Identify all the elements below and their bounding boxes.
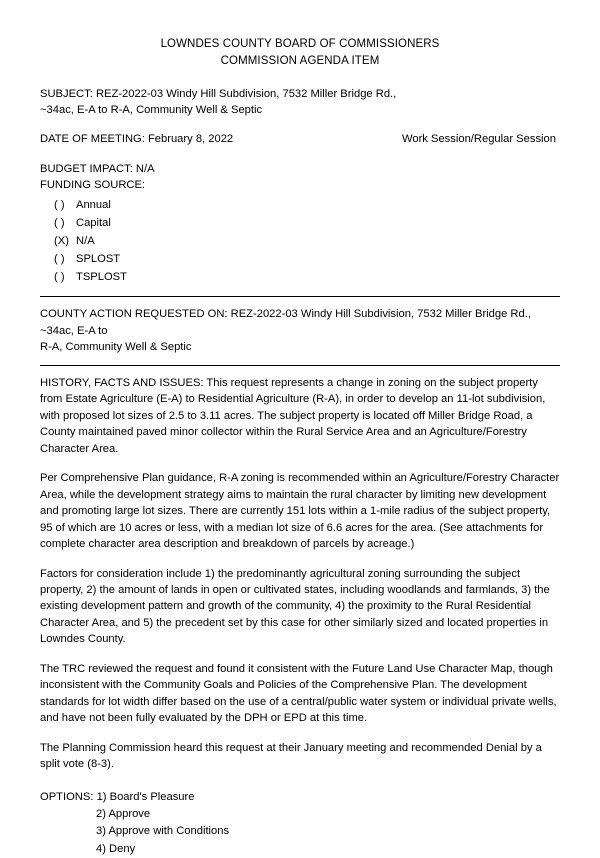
budget-block [40,161,560,286]
subject-line-1: SUBJECT: REZ-2022-03 Windy Hill Subdivision, 7532 Miller Bridge Rd., [40,88,397,101]
divider-top [40,296,560,297]
funding-option-mark: ( ) [54,253,65,266]
subject-block [40,87,560,119]
header-line-1: LOWNDES COUNTY BOARD OF COMMISSIONERS [160,38,440,50]
funding-option-label: TSPLOST [76,271,127,284]
history-block [40,375,560,773]
divider-bottom [40,365,560,366]
history-paragraph: Factors for consideration include 1) the predominantly agricultural zoning surrounding the subject property, 2) the amount of lands in open or cultivated states, including woodlands and farmlands, 3) the existing development pattern and growth of the community, 4) the proximity to the Rural Residential Character Area, and 5) the precedent set by this case for other similarly sized and located properties in Lowndes County. [40,567,550,646]
header-line-2: COMMISSION AGENDA ITEM [220,54,380,67]
history-paragraph: Per Comprehensive Plan guidance, R-A zoning is recommended within an Agriculture/Forestry Character Area, while the development strategy aims to maintain the rural character by limiting new development and promoting large lot sizes. There are currently 151 lots within a 1-mile radius of the subject property, 95 of which are 10 acres or less, with a median lot size of 6.6 acres for the area. (See attachments for complete character area description and breakdown of parcels by acreage.) [40,472,560,551]
funding-option [40,196,560,214]
options-list [40,789,560,858]
options-item: OPTIONS: 1) Board's Pleasure [40,790,195,803]
funding-option-label: Annual [76,198,111,211]
options-item: 2) Approve [96,807,151,820]
funding-option [40,232,560,250]
funding-option-label: N/A [76,234,95,247]
funding-option [40,268,560,286]
budget-impact: BUDGET IMPACT: N/A [40,163,155,176]
funding-source-label: FUNDING SOURCE: [40,179,146,192]
history-paragraph: HISTORY, FACTS AND ISSUES: This request represents a change in zoning on the subject property from Estate Agriculture (E-A) to Residential Agriculture (R-A), in order to develop an 11-lot subdivision, with proposed lot sizes of 2.5 to 3.11 acres. The subject property is located off Miller Bridge Road, a County maintained paved minor collector within the Rural Service Area and an Agriculture/Forestry Character Area. [40,377,546,455]
funding-option [40,250,560,268]
subject-line-2: ~34ac, E-A to R-A, Community Well & Septic [40,104,263,117]
options-item: 4) Deny [96,842,136,855]
meeting-date: DATE OF MEETING: February 8, 2022 [40,133,234,146]
county-action-line-1: COUNTY ACTION REQUESTED ON: REZ-2022-03 Windy Hill Subdivision, 7532 Miller Bridge Rd., ~34ac, E-A to [40,308,531,337]
document-header [40,36,560,69]
funding-option-mark: ( ) [54,271,65,284]
options-block [40,789,560,858]
funding-option-mark: ( ) [54,198,65,211]
options-item: 3) Approve with Conditions [96,825,230,838]
funding-source-list [40,196,560,287]
funding-option-mark: (X) [54,234,69,247]
county-action-block [40,306,560,355]
meeting-session: Work Session/Regular Session [401,133,556,146]
funding-option-label: SPLOST [76,253,121,266]
county-action-line-2: R-A, Community Well & Septic [40,340,192,353]
history-paragraph: The TRC reviewed the request and found it consistent with the Future Land Use Character Map, though inconsistent with the Community Goals and Policies of the Comprehensive Plan. The development standards for lot width differ based on the use of a central/public water system or individual private wells, and have not been fully evaluated by the DPH or EPD at this time. [40,662,557,725]
funding-option [40,214,560,232]
history-paragraph: The Planning Commission heard this request at their January meeting and recommended Denial by a split vote (8-3). [40,741,542,771]
meeting-row [40,133,560,145]
funding-option-mark: ( ) [54,216,65,229]
funding-option-label: Capital [76,216,111,229]
